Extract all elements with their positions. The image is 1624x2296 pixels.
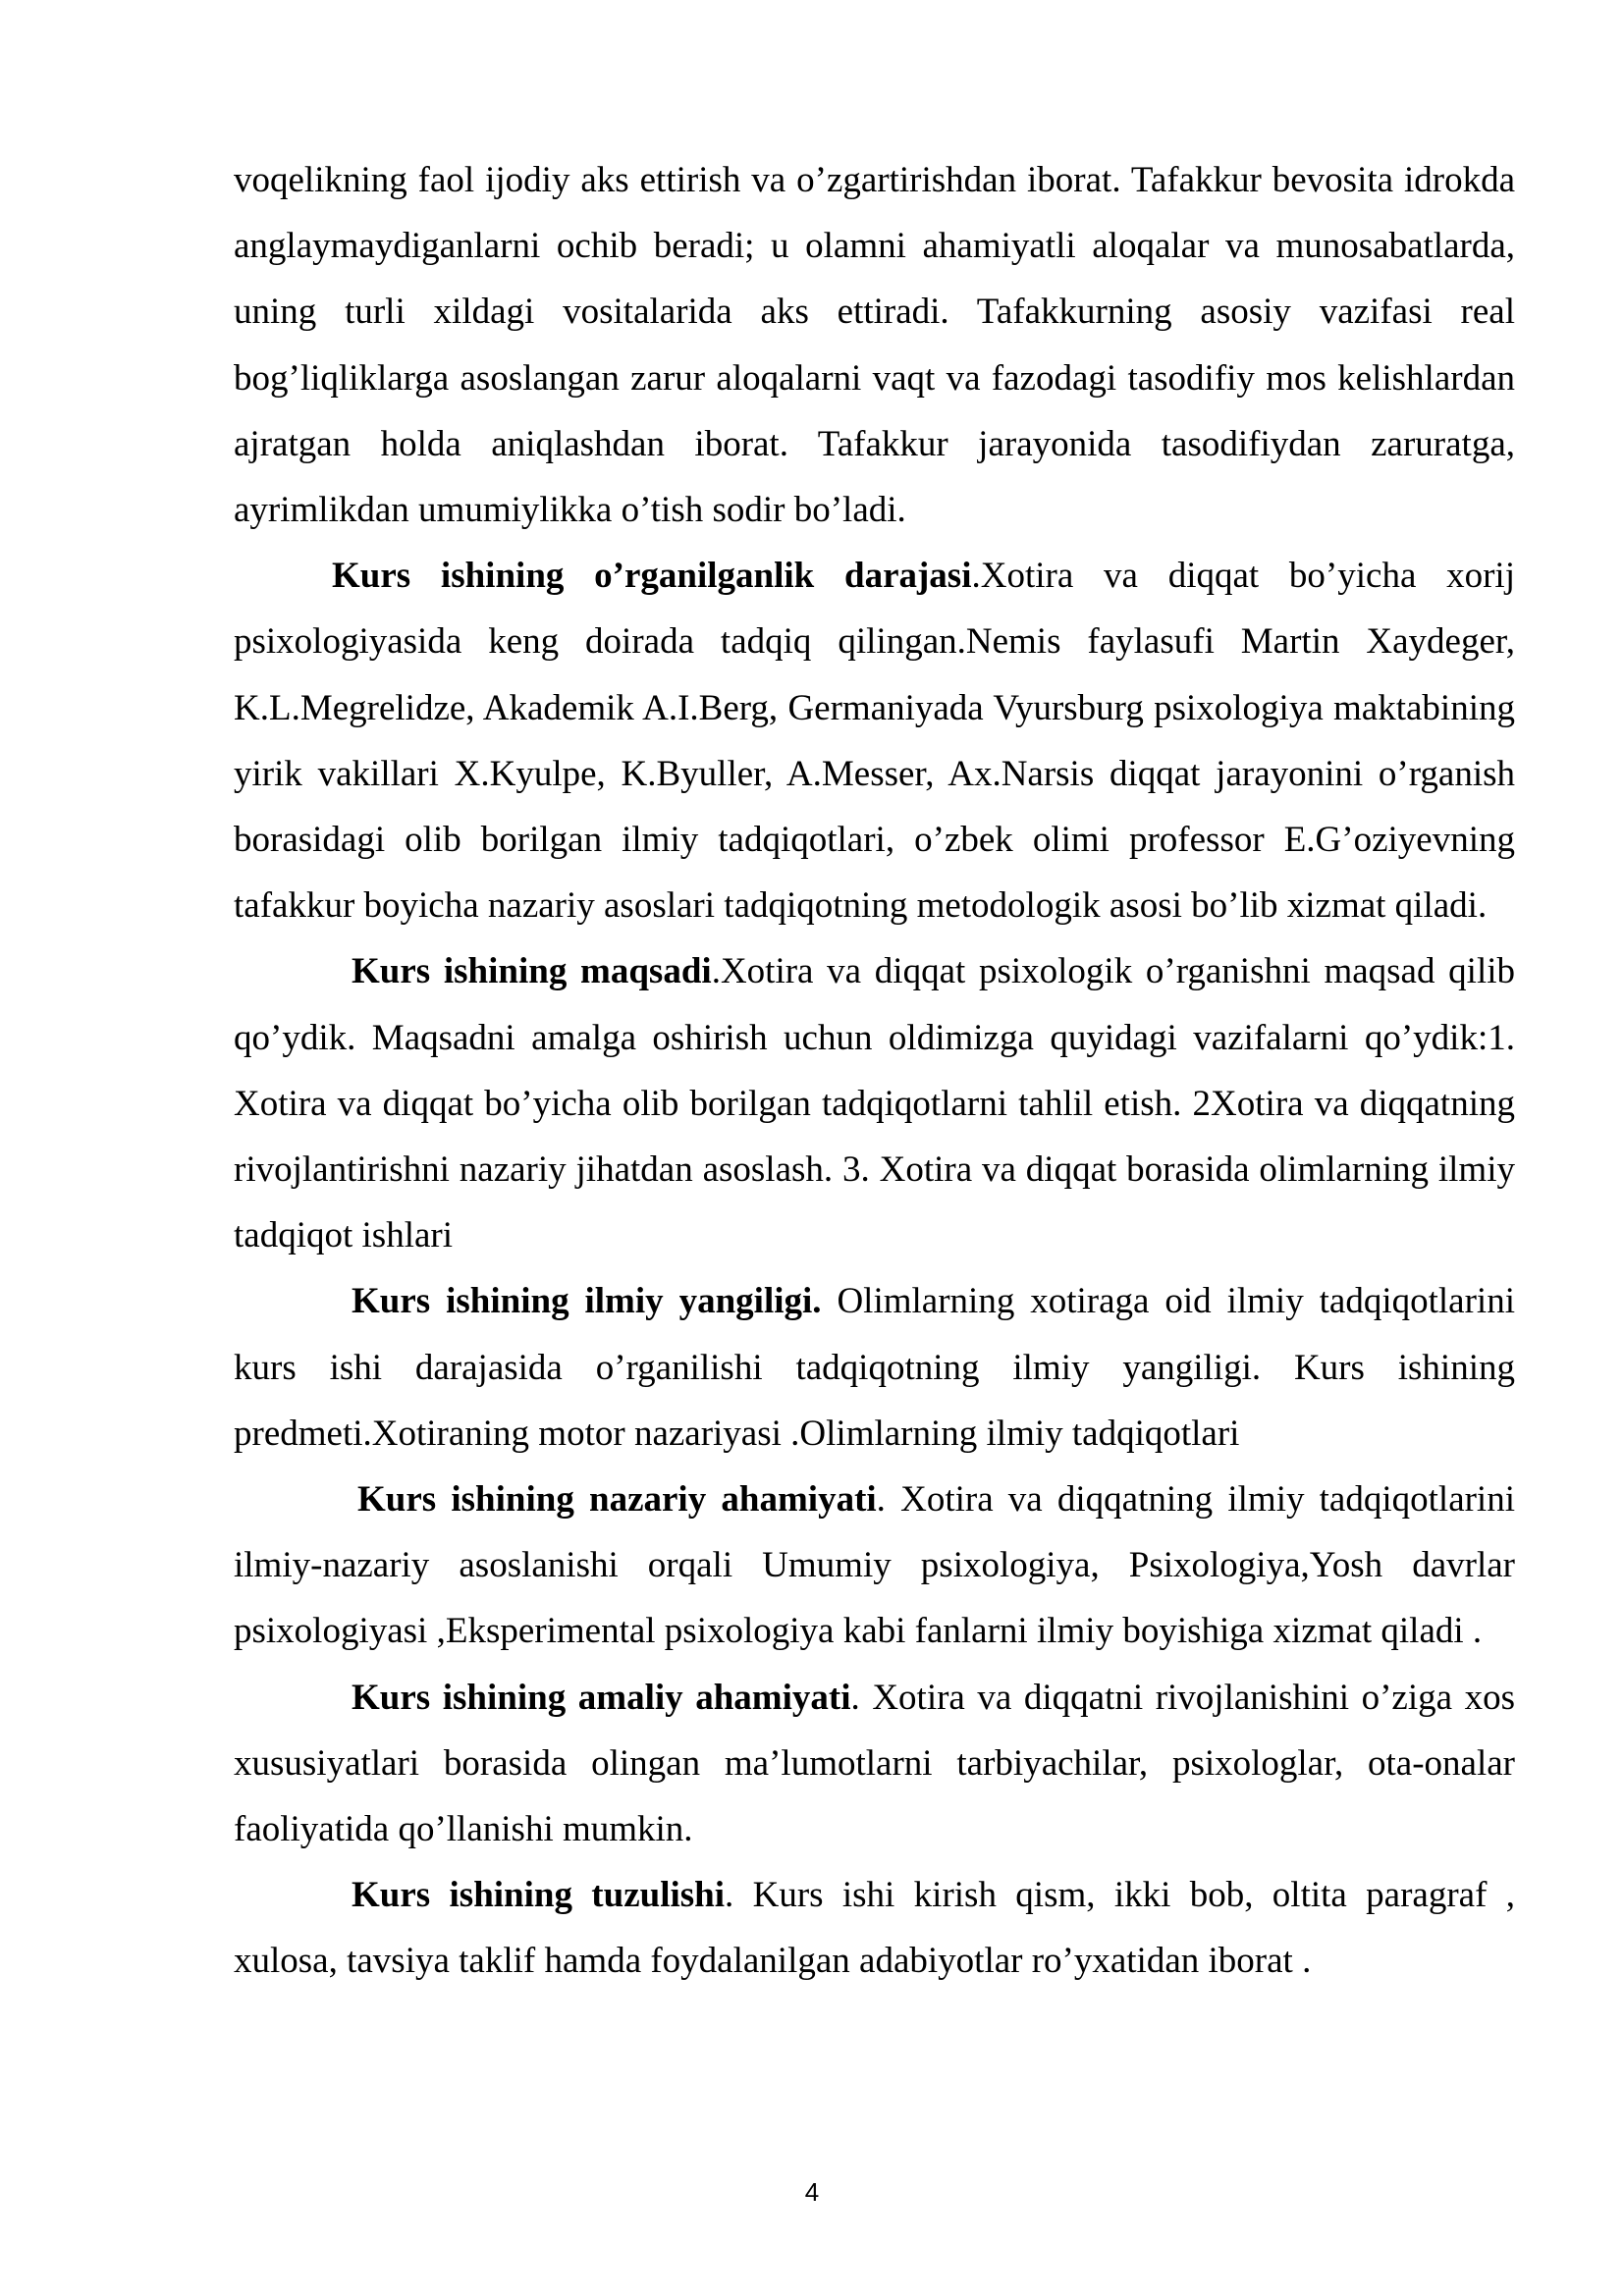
paragraph-structure — [234, 1862, 1515, 1994]
paragraph-heading: Kurs ishining o’rganilganlik darajasi — [332, 556, 972, 597]
paragraph-text: . Xotira va diqqatning ilmiy tadqiqotlarini ilmiy-nazariy asoslanishi orqali Umumiy psixologiya, Psixologiya,Yosh davrlar psixologiyasi ,Eksperimental psixologiya kabi fanlarni ilmiy boyishiga xizmat qiladi . — [234, 1479, 1515, 1652]
paragraph-intro — [234, 147, 1515, 543]
paragraph-text: . Xotira va diqqatni rivojlanishini o’ziga xos xususiyatlari borasida olingan ma’lumotlarni tarbiyachilar, psixologlar, ota-onalar faoliyatida qo’llanishi mumkin. — [234, 1677, 1515, 1850]
page-number: 4 — [804, 2177, 820, 2207]
paragraph-text: voqelikning faol ijodiy aks ettirish va o’zgartirishdan iborat. Tafakkur bevosita idrokda anglaymaydiganlarni ochib beradi; u olamni ahamiyatli aloqalar va munosabatlarda, uning turli xildagi vositalarida aks ettiradi. Tafakkurning asosiy vazifasi real bog’liqliklarga asoslangan zarur aloqalarni vaqt va fazodagi tasodifiy mos kelishlardan ajratgan holda aniqlashdan iborat. Tafakkur jarayonida tasodifiydan zaruratga, ayrimlikdan umumiylikka o’tish sodir bo’ladi. — [234, 160, 1515, 531]
paragraph-goal — [234, 938, 1515, 1268]
paragraph-heading: Kurs ishining amaliy ahamiyati — [352, 1677, 851, 1718]
paragraph-research-degree — [234, 543, 1515, 938]
paragraph-text: .Xotira va diqqat bo’yicha xorij psixologiyasida keng doirada tadqiq qilingan.Nemis faylasufi Martin Xaydeger, K.L.Megrelidze, Akademik A.I.Berg, Germaniyada Vyursburg psixologiya maktabining yirik vakillari X.Kyulpe, K.Byuller, A.Messer, Ax.Narsis diqqat jarayonini o’rganish borasidagi olib borilgan ilmiy tadqiqotlari, o’zbek olimi professor E.G’oziyevning tafakkur boyicha nazariy asoslari tadqiqotning metodologik asosi bo’lib xizmat qiladi. — [234, 556, 1515, 927]
paragraph-theoretical-significance — [234, 1467, 1515, 1665]
paragraph-text: Olimlarning xotiraga oid ilmiy tadqiqotlarini kurs ishi darajasida o’rganilishi tadqiqotning ilmiy yangiligi. Kurs ishining predmeti.Xotiraning motor nazariyasi .Olimlarning ilmiy tadqiqotlari — [234, 1281, 1515, 1454]
paragraph-heading: Kurs ishining ilmiy yangiligi. — [352, 1281, 822, 1322]
paragraph-heading: Kurs ishining tuzulishi — [352, 1875, 726, 1916]
paragraph-heading: Kurs ishining nazariy ahamiyati — [357, 1479, 877, 1521]
document-body — [234, 147, 1515, 1995]
paragraph-novelty — [234, 1268, 1515, 1467]
paragraph-practical-significance — [234, 1665, 1515, 1863]
paragraph-text: . Kurs ishi kirish qism, ikki bob, oltita paragraf , xulosa, tavsiya taklif hamda foydalanilgan adabiyotlar ro’yxatidan iborat . — [234, 1875, 1515, 1982]
paragraph-text: .Xotira va diqqat psixologik o’rganishni maqsad qilib qo’ydik. Maqsadni amalga oshirish uchun oldimizga quyidagi vazifalarni qo’ydik:1. Xotira va diqqat bo’yicha olib borilgan tadqiqotlarni tahlil etish. 2Xotira va diqqatning rivojlantirishni nazariy jihatdan asoslash. 3. Xotira va diqqat borasida olimlarning ilmiy tadqiqot ishlari — [234, 951, 1515, 1256]
paragraph-heading: Kurs ishining maqsadi — [352, 951, 712, 992]
